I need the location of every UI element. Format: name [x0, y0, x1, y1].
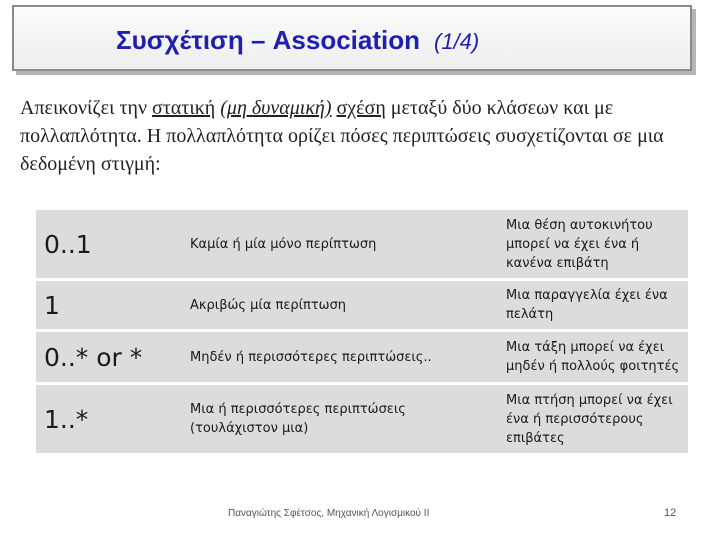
footer-author: Παναγιώτης Σφέτσος, Μηχανική Λογισμικού ΙΙ	[228, 508, 430, 519]
title-box	[12, 5, 692, 71]
example-cell: Μια παραγγελία έχει ένα πελάτη	[490, 280, 688, 331]
multiplicity-cell: 1	[36, 280, 178, 331]
multiplicity-cell: 1..*	[36, 384, 178, 454]
slide-title	[116, 25, 479, 56]
intro-text-2: μεταξύ δύο κλάσεων και με πολλαπλότητα. Η πολλαπλότητα ορίζει πόσες περιπτώσεις συσχετίζονται σε μια δεδομένη στιγμή:	[20, 97, 664, 175]
table-row	[36, 384, 688, 454]
multiplicity-cell: 0..1	[36, 210, 178, 280]
intro-paragraph	[20, 94, 710, 178]
description-cell: Μια ή περισσότερες περιπτώσεις (τουλάχιστον μια)	[178, 384, 490, 454]
example-cell: Μια θέση αυτοκινήτου μπορεί να έχει ένα ή κανένα επιβάτη	[490, 210, 688, 280]
intro-text-1: Απεικονίζει την	[20, 97, 152, 119]
page-number: 12	[664, 507, 677, 519]
intro-underlined-non-dynamic: (μη δυναμική)	[220, 97, 332, 119]
table-row	[36, 331, 688, 384]
slide-title-part: (1/4)	[434, 29, 480, 54]
table-row	[36, 280, 688, 331]
multiplicity-table	[36, 210, 688, 453]
intro-underlined-relation: σχέση	[336, 97, 386, 119]
example-cell: Μια τάξη μπορεί να έχει μηδέν ή πολλούς φοιτητές	[490, 331, 688, 384]
description-cell: Καμία ή μία μόνο περίπτωση	[178, 210, 490, 280]
example-cell: Μια πτήση μπορεί να έχει ένα ή περισσότερους επιβάτες	[490, 384, 688, 454]
slide-title-main: Συσχέτιση – Association	[116, 25, 420, 55]
description-cell: Μηδέν ή περισσότερες περιπτώσεις..	[178, 331, 490, 384]
description-cell: Ακριβώς μία περίπτωση	[178, 280, 490, 331]
multiplicity-cell: 0..* or *	[36, 331, 178, 384]
table-row	[36, 210, 688, 280]
intro-underlined-static: στατική	[151, 97, 216, 119]
